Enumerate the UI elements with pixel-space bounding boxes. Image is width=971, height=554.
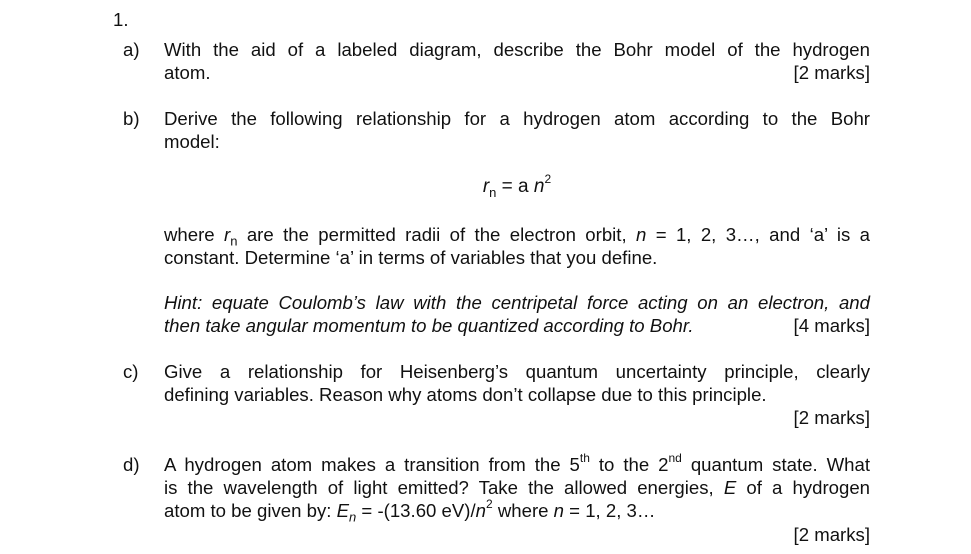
part-b-line-1: Derive the following relationship for a hydrogen atom according to the Bohr	[164, 108, 870, 129]
d-l3-n2: n	[553, 500, 564, 521]
d-l1-text-c: quantum state. What	[681, 454, 870, 475]
part-d-line-3	[164, 496, 870, 525]
part-b-hint-line-2: then take angular momentum to be quantized according to Bohr.	[164, 315, 694, 336]
part-a-marks: [2 marks]	[793, 62, 870, 83]
d-l3-text-a: atom to be given by:	[164, 500, 337, 521]
part-b-marks: [4 marks]	[793, 315, 870, 336]
d-l3-text-c: where	[492, 500, 554, 521]
where-text-3: = 1, 2, 3…, and ‘a’ is a	[646, 224, 870, 245]
where-text-1: where	[164, 224, 225, 245]
eq-mid: = a	[496, 176, 534, 197]
where-r: r	[224, 224, 231, 245]
where-n: n	[636, 224, 647, 245]
bohr-radius-equation	[164, 171, 870, 200]
part-d-line-2	[164, 477, 870, 499]
d-l1-sup-th: th	[579, 450, 590, 465]
d-l1-text-b: to the 2	[589, 454, 669, 475]
part-b-hint-line-1: Hint: equate Coulomb’s law with the centripetal force acting on an electron, and	[164, 292, 870, 313]
part-b-where-line	[164, 224, 870, 249]
eq-r-subscript: n	[489, 184, 497, 200]
eq-n: n	[533, 176, 545, 197]
d-l3-E: E	[336, 500, 350, 521]
d-l1-text-a: A hydrogen atom makes a transition from the 5	[164, 454, 580, 475]
eq-exponent: 2	[544, 171, 552, 186]
where-r-subscript: n	[230, 233, 238, 249]
part-d-line-1	[164, 450, 870, 476]
d-l3-exp: 2	[485, 496, 493, 511]
part-c-label: c)	[123, 361, 139, 382]
eq-r: r	[482, 176, 490, 197]
part-a-line-2: atom.	[164, 62, 211, 83]
where-text-2: are the permitted radii of the electron orbit,	[237, 224, 636, 245]
part-d-marks: [2 marks]	[793, 524, 870, 545]
d-l2-text-a: is the wavelength of light emitted? Take the allowed energies,	[164, 477, 724, 498]
part-b-line-2: model:	[164, 131, 220, 152]
d-l3-text-d: = 1, 2, 3…	[564, 500, 656, 521]
d-l3-sub: n	[349, 509, 357, 525]
part-c-line-2: defining variables. Reason why atoms don’t collapse due to this principle.	[164, 384, 767, 405]
d-l3-n: n	[475, 500, 486, 521]
part-a-line-1: With the aid of a labeled diagram, describe the Bohr model of the hydrogen	[164, 39, 870, 60]
part-b-label: b)	[123, 108, 140, 129]
d-l2-E: E	[723, 477, 737, 498]
question-number: 1.	[113, 9, 129, 30]
d-l1-sup-nd: nd	[668, 450, 682, 465]
d-l2-text-b: of a hydrogen	[736, 477, 871, 498]
part-c-marks: [2 marks]	[793, 407, 870, 428]
part-a-label: a)	[123, 39, 140, 60]
part-d-label: d)	[123, 454, 140, 475]
d-l3-text-b: = -(13.60 eV)/	[356, 500, 476, 521]
part-c-line-1: Give a relationship for Heisenberg’s quantum uncertainty principle, clearly	[164, 361, 870, 382]
part-b-line-4: constant. Determine ‘a’ in terms of variables that you define.	[164, 247, 658, 268]
